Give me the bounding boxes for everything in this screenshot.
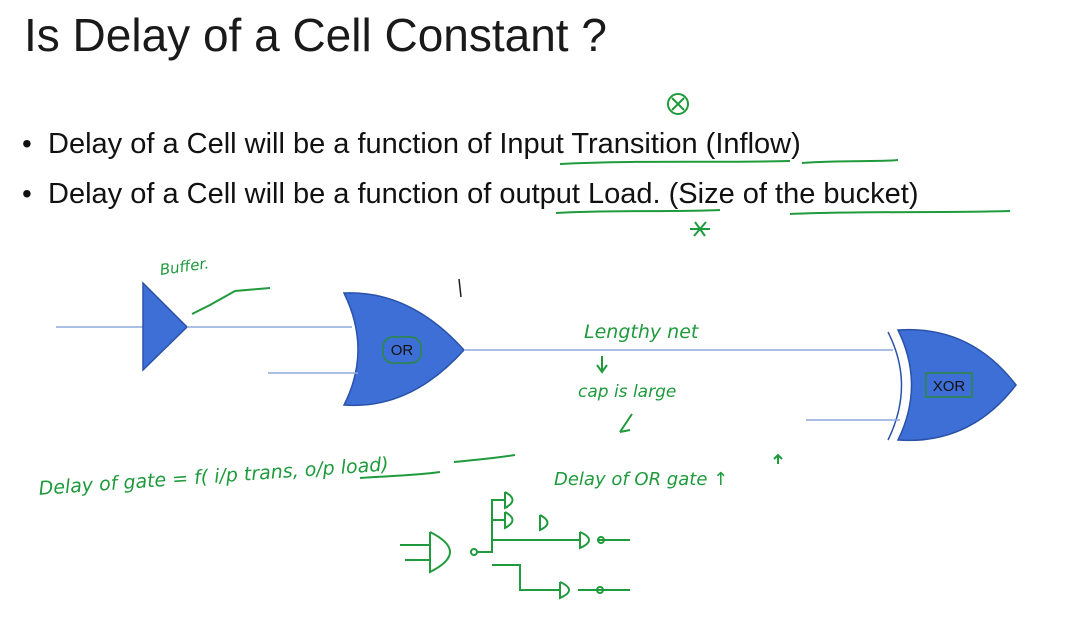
- bullet-text: Delay of a Cell will be a function of output Load. (Size of the bucket): [48, 178, 919, 210]
- lengthy-net-annotation: Lengthy net: [584, 321, 699, 343]
- or-gate-label: OR: [390, 342, 414, 359]
- bullet-dot-icon: •: [22, 128, 32, 159]
- bullet-dot-icon: •: [22, 178, 32, 209]
- delay-formula-annotation: Delay of gate = f( i/p trans, o/p load): [37, 453, 390, 500]
- buffer-gate: [56, 283, 352, 370]
- xor-gate: [806, 330, 1016, 441]
- bullet-text: Delay of a Cell will be a function of Input Transition (Inflow): [48, 128, 801, 160]
- xor-gate-label: XOR: [932, 378, 966, 395]
- slide-title: Is Delay of a Cell Constant ?: [24, 9, 607, 61]
- cap-large-annotation: cap is large: [578, 382, 677, 402]
- ink-underlines: [556, 94, 1010, 236]
- delay-or-gate-annotation: Delay of OR gate ↑: [554, 469, 729, 490]
- buffer-annotation: Buffer.: [158, 254, 211, 280]
